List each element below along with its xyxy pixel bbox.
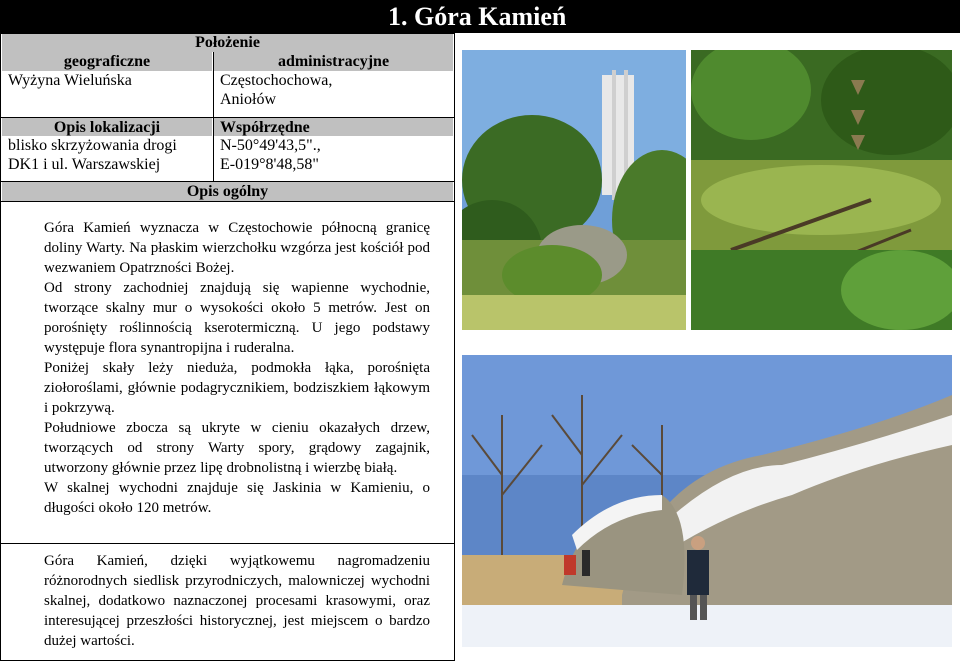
summary-paragraph: [44, 551, 430, 651]
divider: [0, 117, 455, 118]
paragraph-4: Południowe zbocza są ukryte w cieniu okazałych drzew, tworzących od strony Warty spory, grądowy zagajnik, utworzony głównie przez lipę drobnolistną i wierzbę białą.: [44, 420, 430, 476]
paragraph-1: Góra Kamień wyznacza w Częstochowie północną granicę doliny Warty. Na płaskim wierzchołku wzgórza jest kościół pod wezwaniem Opatrzności Bożej.: [44, 220, 430, 276]
coord-n: N-50°49'43,5".,: [220, 137, 321, 154]
coords-header: [214, 118, 453, 136]
photo-pond: [691, 50, 952, 330]
general-header: [2, 182, 453, 201]
admin-value-line-1: Częstochochowa,: [220, 72, 333, 89]
paragraph-3: Poniżej skały leży nieduża, podmokła łąka, porośnięta ziołoroślami, głównie podagrycznikiem, bodziszkiem łąkowym i pokrzywą.: [44, 360, 430, 416]
divider: [213, 52, 214, 181]
general-description: [44, 218, 430, 478]
admin-value-line-2: Aniołów: [220, 91, 276, 108]
divider: [0, 33, 455, 34]
paragraph-2: Od strony zachodniej znajdują się wapienne wychodnie, tworzące skalny mur o wysokości około 5 metrów. Jest on porośnięty roślinnością kserotermiczną. U jego podstawy występuje flora synantropijna i ruderalna.: [44, 280, 430, 356]
loc-desc-header: [2, 118, 212, 136]
coord-e: E-019°8'48,58": [220, 156, 319, 173]
page-title: 1. Góra Kamień: [388, 2, 567, 31]
cave-paragraph: [44, 478, 430, 518]
info-table: [0, 33, 455, 661]
loc-desc-header-label: Opis lokalizacji: [53, 119, 161, 136]
admin-header: [214, 52, 453, 71]
geo-header: [2, 52, 212, 71]
geo-header-label: geograficzne: [63, 53, 151, 70]
paragraph-6: Góra Kamień, dzięki wyjątkowemu nagromadzeniu różnorodnych siedlisk przyrodniczych, malowniczej wychodni skalnej, dodatkowo naznaczonej procesami krasowymi, oraz interesującej przeszłości historycznej, jest miejscem o bardzo dużej wartości.: [44, 553, 430, 649]
geo-value: [8, 71, 208, 90]
divider: [0, 201, 455, 202]
photo-church-tower: [462, 50, 686, 330]
divider: [454, 33, 455, 661]
location-header: [2, 33, 453, 52]
loc-desc-value: [8, 136, 213, 174]
photo-winter-rock: [462, 355, 952, 647]
divider: [0, 33, 1, 661]
loc-desc-line-2: DK1 i ul. Warszawskiej: [8, 156, 161, 173]
divider: [0, 181, 455, 182]
geo-value-text: Wyżyna Wieluńska: [8, 72, 132, 89]
coords-value: [220, 136, 450, 174]
admin-value: [220, 71, 450, 109]
location-header-label: Położenie: [195, 34, 260, 51]
divider: [0, 660, 455, 661]
loc-desc-line-1: blisko skrzyżowania drogi: [8, 137, 177, 154]
paragraph-5: W skalnej wychodni znajduje się Jaskinia w Kamieniu, o długości około 120 metrów.: [44, 480, 430, 516]
title-bar: [0, 0, 960, 33]
general-header-label: Opis ogólny: [186, 183, 269, 200]
divider: [0, 543, 455, 544]
admin-header-label: administracyjne: [277, 53, 390, 70]
coords-header-label: Współrzędne: [220, 119, 310, 136]
